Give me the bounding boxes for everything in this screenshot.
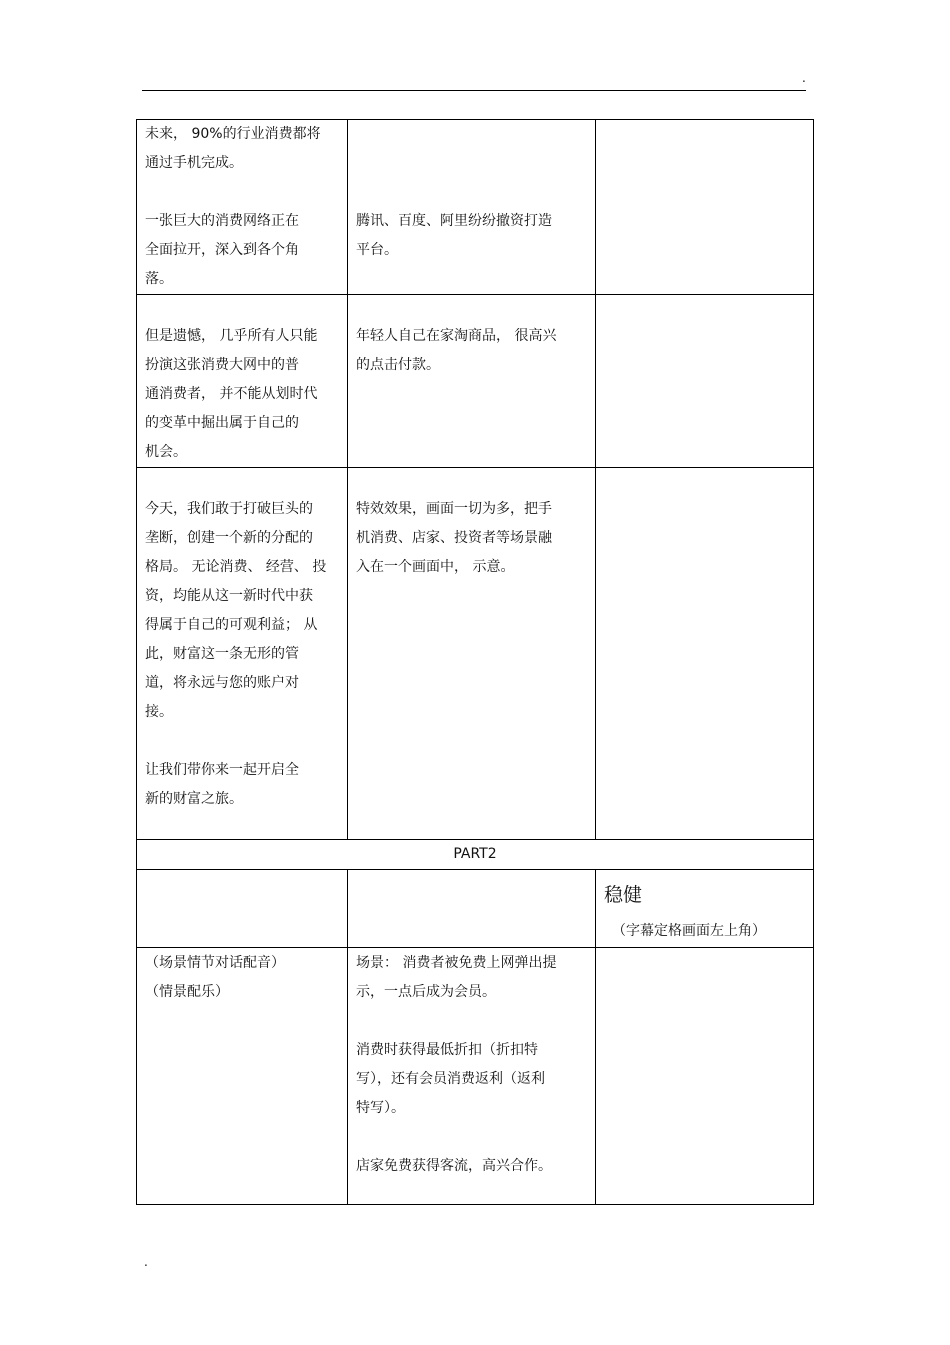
table-row <box>137 870 814 948</box>
subtitle-cell <box>596 870 814 948</box>
subtitle-cell <box>596 295 814 468</box>
narration-cell <box>137 120 348 295</box>
scene-text: 特效效果，画面一切为多，把手 机消费、店家、投资者等场景融 入在一个画面中， 示意。 <box>356 501 552 575</box>
table-row <box>137 120 814 295</box>
scene-cell <box>348 468 596 840</box>
table-row <box>137 295 814 468</box>
scene-text: 场景： 消费者被免费上网弹出提 示，一点后成为会员。 <box>356 955 557 1000</box>
scene-text: 腾讯、百度、阿里纷纷撤资打造 平台。 <box>356 213 552 258</box>
scene-cell <box>348 870 596 948</box>
scene-text: 消费时获得最低折扣（折扣特 写），还有会员消费返利（返利 特写）。 <box>356 1042 545 1116</box>
narration-cell <box>137 295 348 468</box>
subtitle-keyword: 稳健 <box>604 884 643 906</box>
narration-text: 让我们带你来一起开启全 新的财富之旅。 <box>145 762 299 807</box>
subtitle-cell <box>596 468 814 840</box>
scene-cell <box>348 120 596 295</box>
scene-cell <box>348 948 596 1205</box>
scene-text: 年轻人自己在家淘商品， 很高兴 的点击付款。 <box>356 328 557 373</box>
scene-text: 店家免费获得客流，高兴合作。 <box>356 1158 552 1174</box>
narration-cell <box>137 870 348 948</box>
subtitle-note: （字幕定格画面左上角） <box>612 923 766 939</box>
header-mark: . <box>802 71 806 85</box>
part-heading: PART2 <box>137 840 814 870</box>
script-table <box>136 119 814 1205</box>
narration-text: 未来， 90%的行业消费都将 通过手机完成。 <box>145 126 321 171</box>
table-row <box>137 468 814 840</box>
table-row <box>137 840 814 870</box>
narration-text: （场景情节对话配音） （情景配乐） <box>145 955 285 1000</box>
table-row <box>137 948 814 1205</box>
narration-text: 一张巨大的消费网络正在 全面拉开，深入到各个角 落。 <box>145 213 299 287</box>
footer-mark: . <box>144 1255 148 1269</box>
subtitle-cell <box>596 120 814 295</box>
narration-cell <box>137 468 348 840</box>
subtitle-cell <box>596 948 814 1205</box>
scene-cell <box>348 295 596 468</box>
narration-text: 今天，我们敢于打破巨头的 垄断，创建一个新的分配的 格局。 无论消费、 经营、 投 资，均能从这一新时代中获 得属于自己的可观利益； 从 此，财富这一条无形的管 道，将永远与您的账户对 接。 <box>145 501 327 720</box>
narration-cell <box>137 948 348 1205</box>
header-rule <box>142 90 806 91</box>
narration-text: 但是遗憾， 几乎所有人只能 扮演这张消费大网中的普 通消费者， 并不能从划时代 的变革中掘出属于自己的 机会。 <box>145 328 318 460</box>
